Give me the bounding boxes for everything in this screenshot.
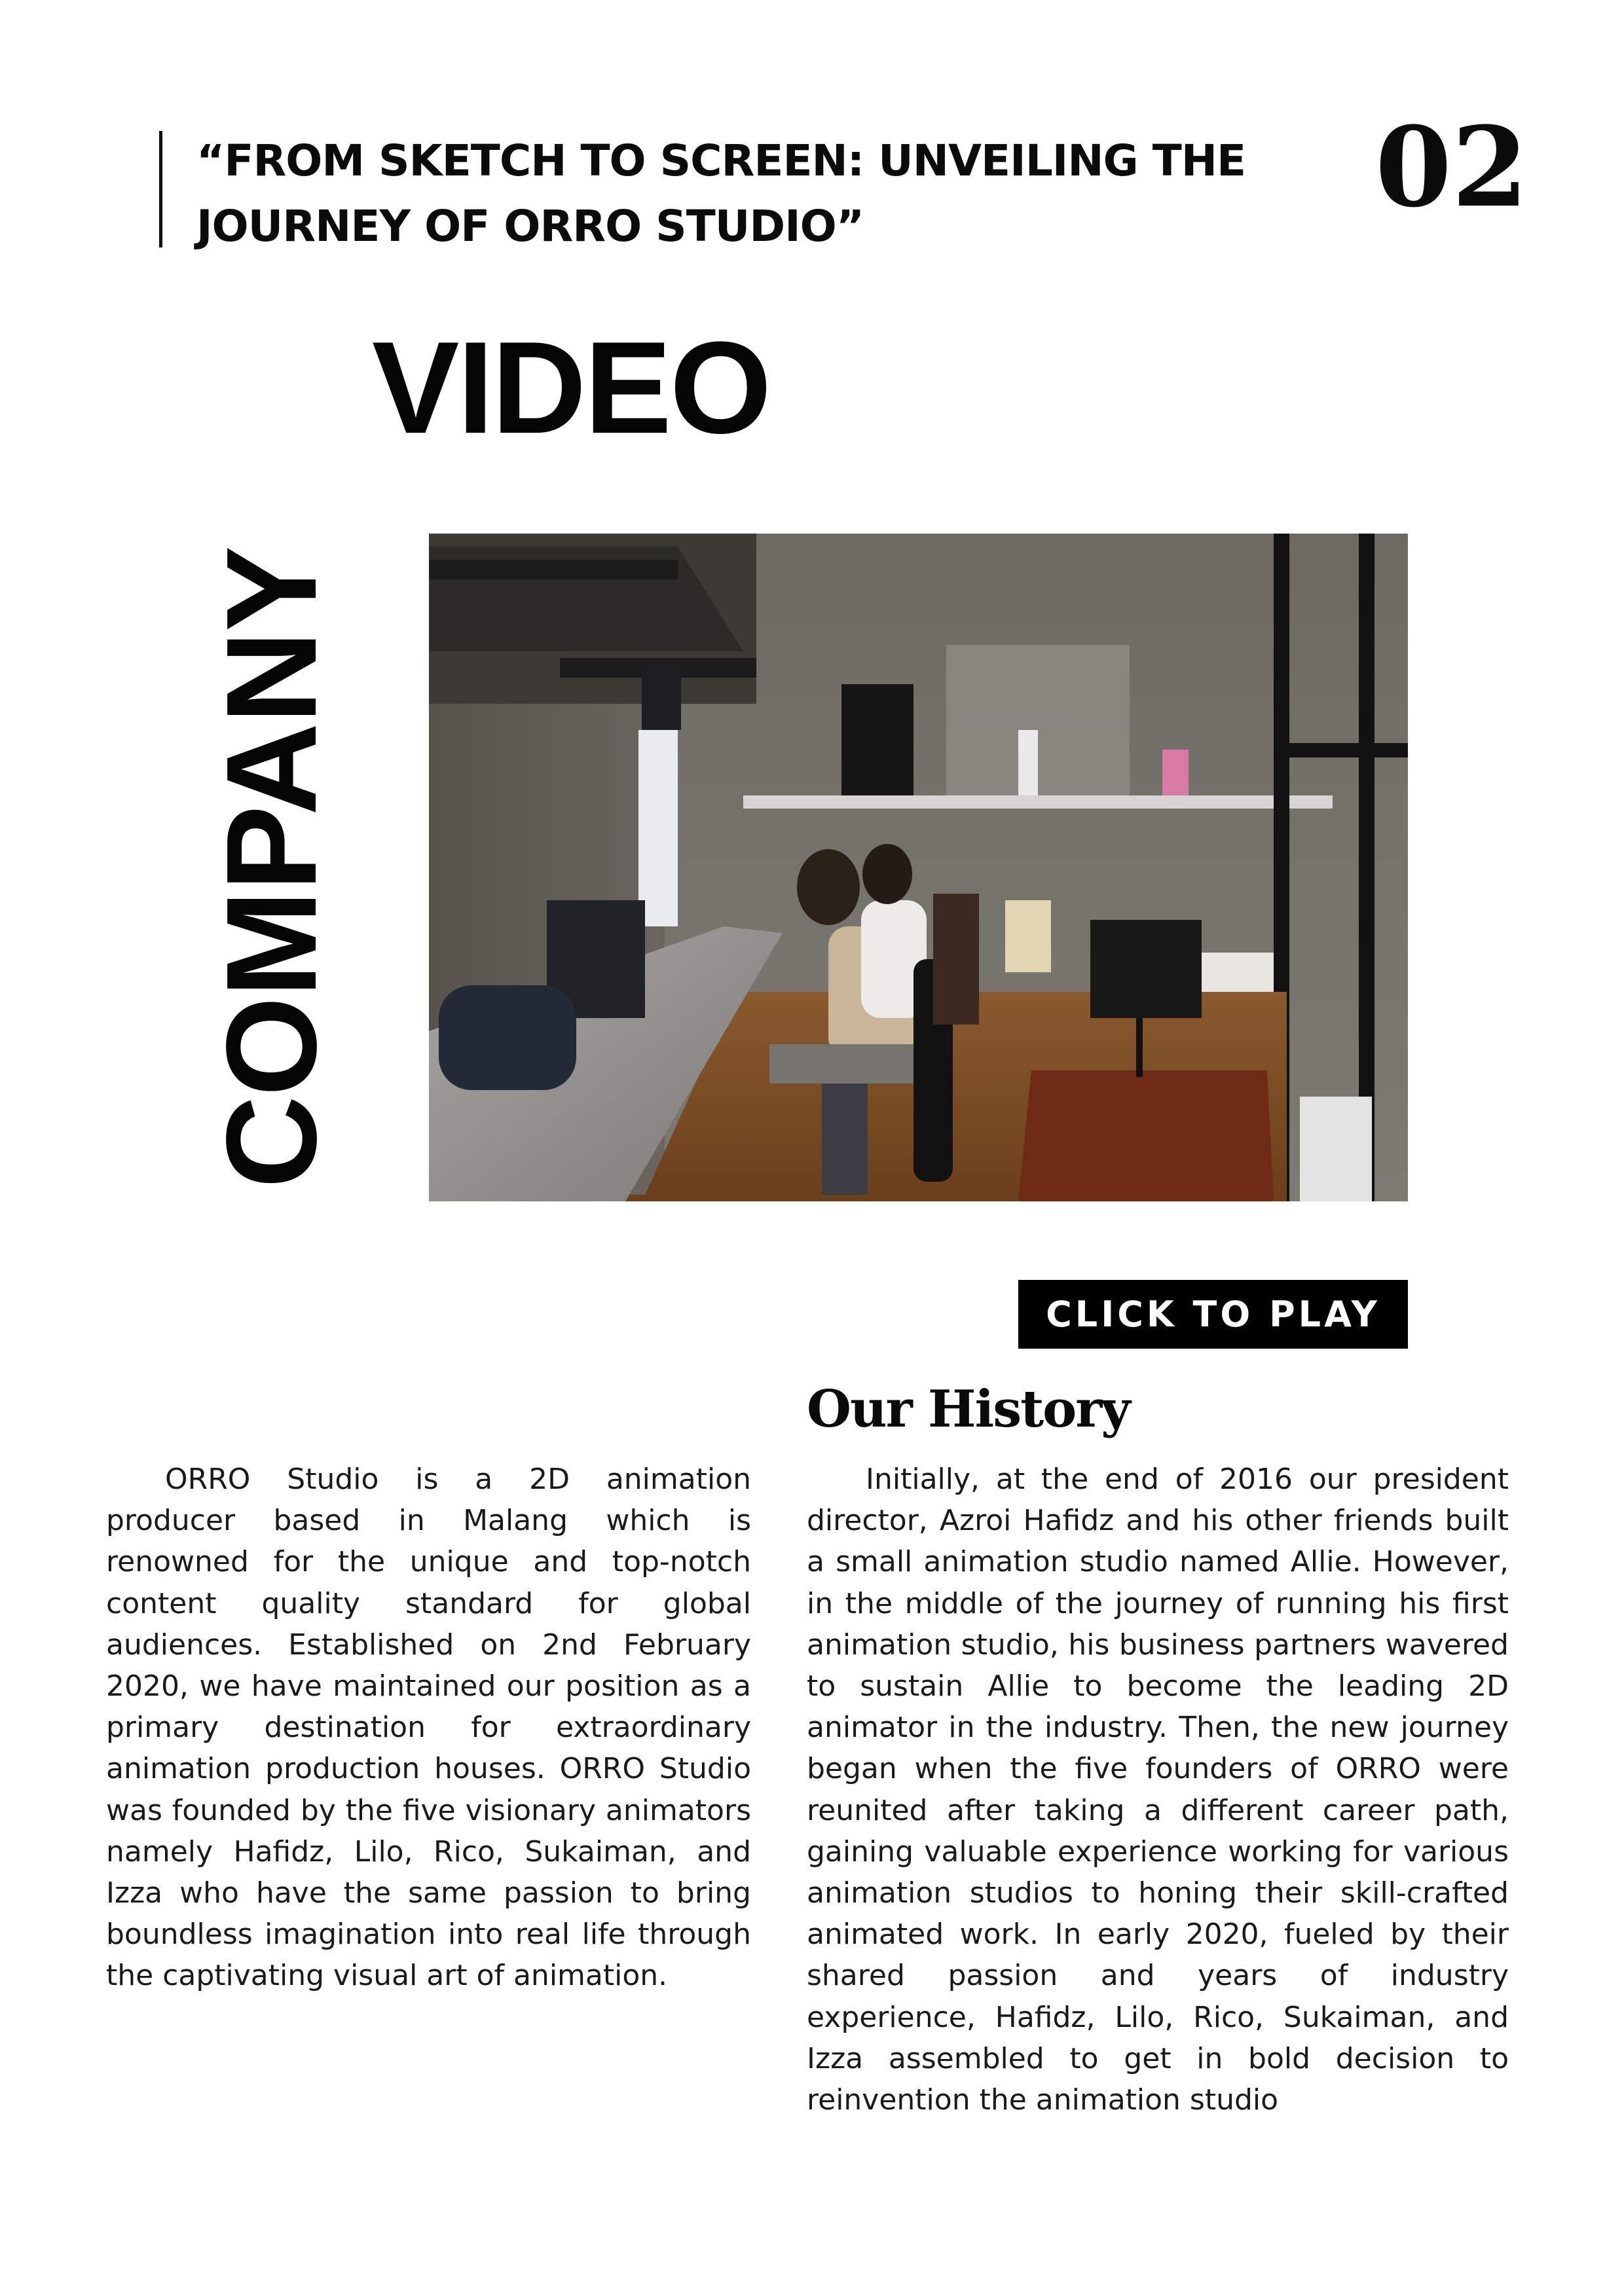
click-to-play-button[interactable]: CLICK TO PLAY (1018, 1280, 1408, 1349)
our-history-heading: Our History (807, 1379, 1130, 1439)
about-column (106, 1459, 751, 1997)
history-paragraph: Initially, at the end of 2016 our president director, Azroi Hafidz and his other friends built a small animation studio named Allie. However, in the middle of the journey of running his first animation studio, his business partners wavered to sustain Allie to become the leading 2D animator in the industry. Then, the new journey began when the five founders of ORRO were reunited after taking a different career path, gaining valuable experience working for various animation studios to honing their skill-crafted animated work. In early 2020, fueled by their shared passion and years of industry experience, Hafidz, Lilo, Rico, Sukaiman, and Izza assembled to get in bold decision to reinvention the animation studio (807, 1463, 1509, 2117)
hero-title-vertical-container (200, 534, 343, 1201)
page-number: 02 (1375, 102, 1528, 232)
header-tagline (196, 128, 1277, 259)
tagline-line-2: JOURNEY OF ORRO STUDIO” (196, 201, 864, 251)
history-column (807, 1459, 1509, 2121)
tagline-line-1: “FROM SKETCH TO SCREEN: UNVEILING THE (196, 136, 1246, 186)
office-photo[interactable] (429, 534, 1408, 1201)
office-photo-image-icon (429, 534, 1408, 1201)
about-paragraph: ORRO Studio is a 2D animation producer based in Malang which is renowned for the unique and top-notch content quality standard for global audiences. Established on 2nd February 2020, we have maintained our position as a primary destination for extraordinary animation production houses. ORRO Studio was founded by the five visionary animators namely Hafidz, Lilo, Rico, Sukaiman, and Izza who have the same passion to bring boundless imagination into real life through the captivating visual art of animation. (106, 1463, 751, 1993)
hero-title-company: COMPANY (200, 546, 343, 1189)
header-accent-rule (159, 131, 162, 247)
hero-title-video: VIDEO (372, 315, 770, 461)
